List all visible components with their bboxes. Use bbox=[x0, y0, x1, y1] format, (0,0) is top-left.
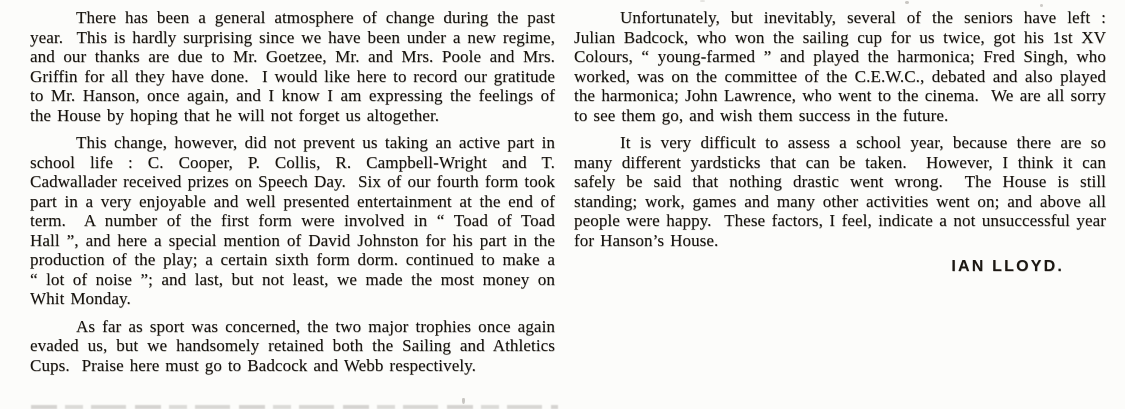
author-signature: IAN LLOYD. bbox=[951, 258, 1064, 275]
right-column bbox=[574, 8, 1112, 276]
left-column bbox=[30, 8, 561, 383]
body-paragraph: As far as sport was concerned, the two major trophies once again evaded us, but we handsomely retained both the Sailing and Athletics Cups. Praise here must go to Badcock and Webb respectively. bbox=[30, 316, 561, 375]
body-paragraph: There has been a general atmosphere of change during the past year. This is hardly surprising since we have been under a new regime, and our thanks are due to Mr. Goetzee, Mr. and Mrs. Poole and Mrs. Griffin for all they have done. I would like here to record our gratitude to Mr. Hanson, once again, and I know I am expressing the feelings of the House by hoping that he will not forget us altogether. bbox=[30, 8, 561, 125]
body-paragraph: This change, however, did not prevent us taking an active part in school life : C. Cooper, P. Collis, R. Campbell-Wright and T. Cadwallader received prizes on Speech Day. Six of our fourth form took part in a very enjoyable and well presented entertainment at the end of term. A number of the first form were involved in “ Toad of Toad Hall ”, and here a special mention of David Johnston for his part in the production of the play; a certain sixth form dorm. continued to make a “ lot of noise ”; and last, but not least, we made the most money on Whit Monday. bbox=[30, 133, 561, 308]
scan-speck bbox=[462, 398, 465, 404]
scan-speck bbox=[1040, 4, 1043, 7]
scan-speck bbox=[905, 1, 909, 4]
cutoff-text-line bbox=[31, 405, 558, 409]
body-paragraph: Unfortunately, but inevitably, several of the seniors have left : Julian Badcock, who won the sailing cup for us twice, got his 1st XV Colours, “ young-farmed ” and played the harmonica; Fred Singh, who worked, was on the committee of the C.E.W.C., debated and also played the harmonica; John Lawrence, who went to the cinema. We are all sorry to see them go, and wish them success in the future. bbox=[574, 8, 1112, 125]
scan-speck bbox=[700, 0, 705, 2]
body-paragraph: It is very difficult to assess a school year, because there are so many different yardsticks that can be taken. However, I think it can safely be said that nothing drastic went wrong. The House is still standing; work, games and many other activities went on; and above all people were happy. These factors, I feel, indicate a not unsuccessful year for Hanson’s House. bbox=[574, 133, 1112, 250]
